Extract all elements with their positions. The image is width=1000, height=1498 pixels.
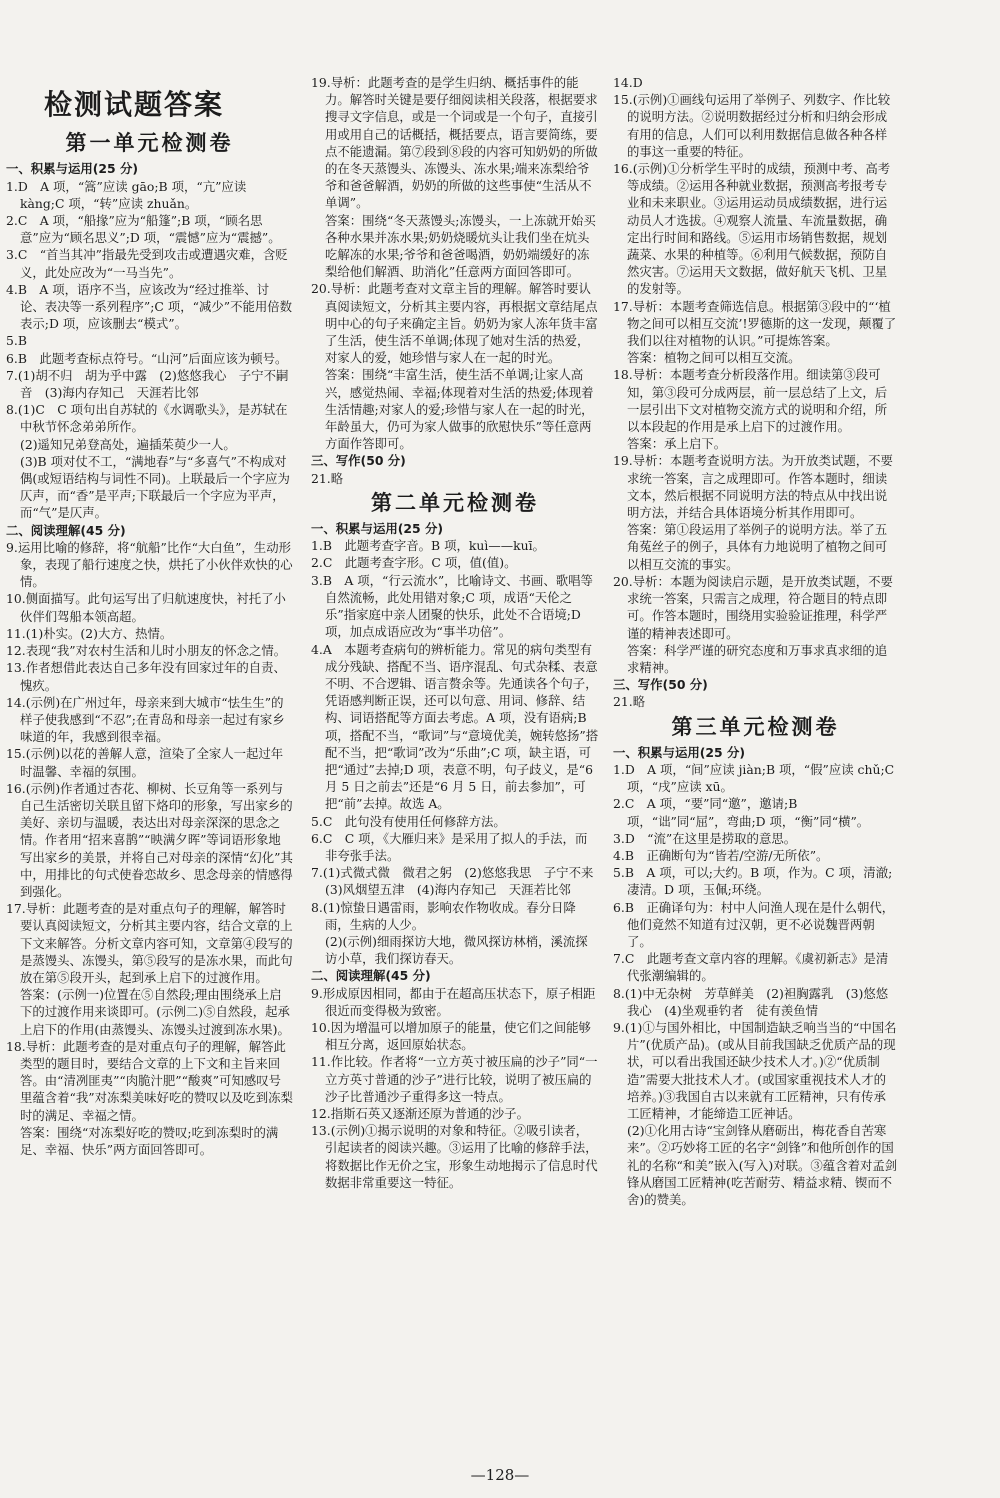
answer-item: 10.因为增温可以增加原子的能量，使它们之间能够相互分离，返回原始状态。	[311, 1019, 591, 1053]
answer-item: 1.D A 项，“间”应读 jiàn;B 项，“假”应读 chǔ;C 项，“戌”应读 xū。	[613, 761, 895, 795]
answer-detail: 答案：第①段运用了举例子的说明方法。举了五角菟丝子的例子，具体有力地说明了植物之间可以相互交流的事实。	[627, 522, 888, 572]
answer-item: 15.(示例)以花的善解人意，渲染了全家人一起过年时温馨、幸福的氛围。	[6, 746, 284, 779]
answer-item: 20.导析：此题考查对文章主旨的理解。解答时要认真阅读短文，分析其主要内容，再根据文章结尾点明中心的句子来确定主旨。奶奶为家人冻年货丰富了生活，使生活不单调;体现了她对生活的热爱，对家人的爱，她珍惜与家人在一起的时光。	[311, 281, 598, 366]
answer-item: 4.A 本题考查病句的辨析能力。常见的病句类型有成分残缺、搭配不当、语序混乱、句式杂糅、表意不明、不合逻辑、语言赘余等。先通读各个句子，凭语感判断正误，还可以句意、用词、修辞、结构、词语搭配等方面去考虑。A 项，没有语病;B 项，搭配不当，“歌词”与“意境优美，婉转悠扬”搭配不当，把“歌词”改为“乐曲”;C 项，缺主语，可把“通过”去掉;D 项，表意不明，句子歧义，是“6 月 5 日之前去”还是“6 月 5 日，前去参加”，可把“前”去掉。故选 A。	[311, 641, 599, 812]
answer-item: 6.B 此题考查标点符号。“山河”后面应该为顿号。	[6, 350, 288, 366]
answer-detail: 答案：围绕“对冻梨好吃的赞叹;吃到冻梨时的满足、幸福、快乐”两方面回答即可。	[20, 1124, 279, 1157]
answer-item: 2.C A 项，“船掾”应为“船篷”;B 项，“顾名思意”应为“顾名思义”;D 项，“震憾”应为“震撼”。	[6, 213, 281, 246]
answer-item: 15.(示例)①画线句运用了举例子、列数字、作比较的说明方法。②说明数据经过分析和归纳会形成有用的信息，人们可以利用数据信息做各种各样的事这一重要的特征。	[613, 92, 891, 159]
answer-item: 5.C 此句没有使用任何修辞方法。	[311, 813, 506, 829]
answer-item: 11.(1)朴实。(2)大方、热情。	[6, 625, 173, 641]
answer-item: 17.导析：此题考查的是对重点句子的理解，解答时要认真阅读短文，分析其主要内容，结合文章的上下文来解答。分析文章内容可知，文章第④段写的是蒸馒头、冻馒头，第⑤段写的是冻水果，而此句放在第⑤段开头，起到承上启下的过渡作用。	[6, 901, 293, 985]
answer-item: 2.C 此题考查字形。C 项，值(值)。	[311, 555, 517, 571]
answer-detail: (2)(示例)细雨探访大地，微风探访林梢，溪流探访小草，我们探访春天。	[325, 933, 588, 967]
column-left	[6, 74, 293, 1158]
answer-item: 1.B 此题考查字音。B 项，kuì——kuī。	[311, 538, 545, 554]
answer-item: 8.(1)中无杂树 芳草鲜美 (2)袒胸露乳 (3)悠悠我心 (4)坐观垂钓者 徒有羡鱼情	[613, 985, 889, 1018]
answer-item: 9.形成原因相同，都由于在超高压状态下，原子相距很近而变得极为致密。	[311, 985, 596, 1018]
answer-item: 6.C C 项，《大雁归来》是采用了拟人的手法，而非夸张手法。	[311, 830, 588, 863]
answer-item: 5.B A 项，可以;大约。B 项，作为。C 项，清澈;凄清。D 项，玉佩;环绕。	[613, 865, 893, 898]
answer-detail: (3)B 项对仗不工，“满地春”与“多喜气”不构成对偶(或短语结构与词性不同)。上联最后一个字应为仄声，而“香”是平声;下联最后一个字应为平声，而“气”是仄声。	[20, 453, 290, 521]
answer-item: 2.C A 项，“要”同“邀”，邀请;B 项，“诎”同“屈”，弯曲;D 项，“衡”同“横”。	[613, 796, 870, 829]
answer-item: 9.运用比喻的修辞，将“航船”比作“大白鱼”，生动形象，表现了船行速度之快，烘托了小伙伴欢快的心情。	[6, 539, 293, 590]
answer-detail: 答案：围绕“冬天蒸馒头;冻馒头，一上冻就开始买各种水果并冻水果;奶奶烧暖炕头让我们坐在炕头吃解冻的水果;爷爷和爸爸喝酒，奶奶端缓好的冻梨给他们解酒、助消化”任意两方面回答即可。	[325, 212, 596, 280]
answer-item: 20.导析：本题为阅读启示题，是开放类试题，不要求统一答案，只需言之成理，符合题目的特点即可。作答本题时，围绕用实验验证推理，科学严谨的精神表述即可。	[613, 573, 893, 641]
answer-item: 7.C 此题考查文章内容的理解。《虞初新志》是清代张潮编辑的。	[613, 951, 889, 984]
answer-item: 14.D	[613, 75, 643, 90]
answer-item: 3.D “流”在这里是捞取的意思。	[613, 830, 797, 846]
section-heading: 三、写作(50 分)	[613, 677, 708, 693]
answer-item: 8.(1)惊蛰日遇雷雨，影响农作物收成。春分日降雨，生病的人少。	[311, 899, 576, 932]
page-number: —128—	[470, 1466, 530, 1484]
unit-title: 第三单元检测卷	[671, 714, 840, 739]
answer-item: 7.(1)式微式微 微君之躬 (2)悠悠我思 子宁不来 (3)风烟望五津 (4)海内存知己 天涯若比邻	[311, 865, 606, 898]
answer-item: 1.D A 项，“篙”应读 gāo;B 项，“亢”应读 kàng;C 项，“转”应读 zhuǎn。	[6, 178, 247, 211]
answer-item: 8.(1)C C 项句出自苏轼的《水调歌头》，是苏轼在中秋节怀念弟弟所作。	[6, 402, 288, 435]
answer-item: 16.(示例)①分析学生平时的成绩，预测中考、高考等成绩。②运用各种就业数据，预测高考报考专业和未来职业。③运用运动员成绩数据，进行运动员人才选拔。④观察人流量、车流量数据，确定出行时间和路线。⑤运用市场销售数据，规划蔬菜、水果的种植等。⑥利用气候数据，预防自然灾害。⑦运用天文数据，做好航天飞机、卫星的发射等。	[613, 161, 891, 297]
answer-detail: 答案：承上启下。	[627, 436, 727, 452]
answer-item: 13.作者想借此表达自己多年没有回家过年的自责、愧疚。	[6, 660, 286, 693]
answer-item: 14.(示例)在广州过年，母亲来到大城市“怯生生”的样子使我感到“不忍”;在青岛和母亲一起过有家乡味道的年，我感到很幸福。	[6, 694, 285, 745]
unit-title: 第一单元检测卷	[65, 131, 234, 156]
answer-detail: 答案：植物之间可以相互交流。	[627, 350, 801, 366]
answer-item: 13.(示例)①揭示说明的对象和特征。②吸引读者，引起读者的阅读兴趣。③运用了比喻的修辞手法，将数据比作无价之宝，形象生动地揭示了信息时代数据非常重要这一特征。	[311, 1123, 598, 1190]
answer-item: 16.(示例)作者通过杏花、柳树、长豆角等一系列与自己生活密切关联且留下烙印的形象，写出家乡的美好、亲切与温暖，表达出对母亲深深的思念之情。作者用“招来喜鹊”“映满夕晖”等词语形象地写出家乡的美景，并将自己对母亲的深情“幻化”其中，用排比的句式使眷恋故乡、思念母亲的情感得到强化。	[6, 780, 293, 899]
answer-item: 12.指斯石英又逐渐还原为普通的沙子。	[311, 1105, 529, 1121]
answer-item: 9.(1)①与国外相比，中国制造缺乏响当当的“中国名片”(优质产品)。(或从目前我国缺乏优质产品的现状，可以看出我国还缺少技术人才。)②“优质制造”需要大批技术人才。(或国家重视技术人才的培养。)③我国自古以来就有工匠精神，只有传承工匠精神，才能缔造工匠神话。	[613, 1019, 897, 1121]
answer-item: 19.导析：此题考查的是学生归纳、概括事件的能力。解答时关键是要仔细阅读相关段落，根据要求搜寻文字信息，或是一个词或是一个句子，直接引用或用自己的话概括，概括要点，语言要简练，要点不能遗漏。第⑦段到⑧段的内容可知奶奶的所做的在冬天蒸馒头、冻馒头、冻水果;端来冻梨给爷爷和爸爸解酒，奶奶的所做的这些事使“生活从不单调”。	[311, 75, 598, 211]
answer-item: 7.(1)胡不归 胡为乎中露 (2)悠悠我心 子宁不嗣音 (3)海内存知己 天涯若比邻	[6, 367, 289, 401]
answer-item: 10.侧面描写。此句运写出了归航速度快，衬托了小伙伴们驾船本领高超。	[6, 591, 286, 624]
section-heading: 一、积累与运用(25 分)	[311, 521, 444, 537]
answer-item: 12.表现“我”对农村生活和儿时小朋友的怀念之情。	[6, 643, 287, 659]
answer-item: 21.略	[311, 470, 344, 486]
answer-detail: (2)遥知兄弟登高处，遍插茱萸少一人。	[20, 436, 236, 452]
answer-detail: 答案：(示例一)位置在⑤自然段;理由围绕承上启下的过渡作用来谈即可。(示例二)⑤自然段，起承上启下的作用(由蒸馒头、冻馒头过渡到冻水果)。	[20, 987, 290, 1037]
page-title: 检测试题答案	[44, 88, 225, 121]
column-right	[613, 74, 898, 1208]
section-heading: 三、写作(50 分)	[311, 453, 406, 469]
answer-item: 5.B	[6, 333, 27, 349]
answer-item: 21.略	[613, 694, 646, 710]
section-heading: 二、阅读理解(45 分)	[311, 968, 431, 984]
answer-item: 3.B A 项，“行云流水”，比喻诗文、书画、歌唱等自然流畅，此处用错对象;C 项，成语“天伦之乐”指家庭中亲人团聚的快乐，此处不合语境;D 项，加点成语应改为“事半功倍”。	[311, 572, 593, 640]
unit-title: 第二单元检测卷	[371, 490, 539, 515]
answer-item: 11.作比较。作者将“一立方英寸被压扁的沙子”同“一立方英寸普通的沙子”进行比较，说明了被压扁的沙子比普通沙子重得多这一特点。	[311, 1054, 598, 1104]
answer-item: 17.导析：本题考查筛选信息。根据第③段中的“‘植物之间可以相互交流’!罗德斯的这一发现，颠覆了我们以往对植物的认识。”可提炼答案。	[613, 298, 897, 349]
answer-item: 19.导析：本题考查说明方法。为开放类试题，不要求统一答案，言之成理即可。作答本题时，细读文本，然后根据不同说明方法的特点从中找出说明方法，并结合具体语境分析其作用即可。	[613, 453, 893, 521]
answer-item: 4.B A 项，语序不当，应该改为“经过推举、讨论、表决等一系列程序”;C 项，“减少”不能用倍数表示;D 项，应该删去“模式”。	[6, 281, 293, 332]
answer-item: 18.导析：此题考查的是对重点句子的理解，解答此类型的题目时，要结合文章的上下文和主旨来回答。由“清冽匪夷”“肉脆汁肥”“酸爽”可知感叹号里蕴含着“我”对冻梨美味好吃的赞叹以及吃到冻梨时的满足、幸福之情。	[6, 1038, 293, 1123]
answer-detail: (2)①化用古诗“宝剑锋从磨砺出，梅花香自苦寒来”。②巧妙将工匠的名字“剑锋”和他所创作的国礼的名称“和美”嵌入(写入)对联。③蕴含着对孟剑锋从磨国工匠精神(吃苦耐劳、精益求精、锲而不舍)的赞美。	[627, 1123, 898, 1207]
section-heading: 二、阅读理解(45 分)	[6, 522, 126, 538]
answer-item: 3.C “首当其冲”指最先受到攻击或遭遇灾难，含贬义，此处应改为“一马当先”。	[6, 247, 288, 280]
section-heading: 一、积累与运用(25 分)	[6, 161, 139, 177]
answer-detail: 答案：围绕“丰富生活，使生活不单调;让家人高兴，感觉热闹、幸福;体现着对生活的热爱;体现着生活情趣;对家人的爱;珍惜与家人在一起的时光，年龄虽大，仍可为家人做事的欣慰快乐”等任意两方面作答即可。	[325, 367, 594, 452]
section-heading: 一、积累与运用(25 分)	[613, 744, 746, 760]
answer-item: 4.B 正确断句为“皆若/空游/无所依”。	[613, 847, 829, 863]
answer-item: 6.B 正确译句为：村中人问渔人现在是什么朝代，他们竟然不知道有过汉朝，更不必说魏晋两朝了。	[613, 899, 895, 949]
answer-item: 18.导析：本题考查分析段落作用。细读第③段可知，第③段可分成两层，前一层总结了上文，后一层引出下文对植物交流方式的说明和介绍，所以本段起的作用是承上启下的过渡作用。	[613, 367, 888, 435]
column-middle	[311, 74, 606, 1191]
answer-detail: 答案：科学严谨的研究态度和万事求真求细的追求精神。	[627, 642, 888, 675]
